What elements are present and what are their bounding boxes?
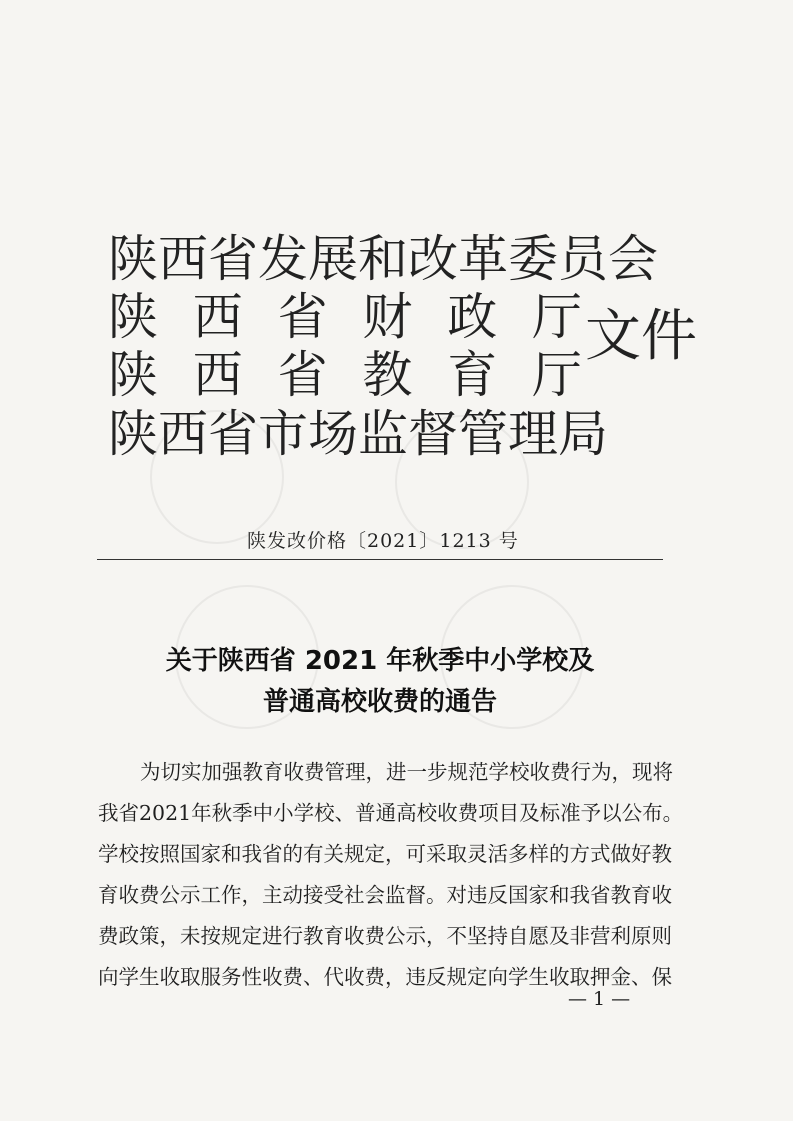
header-divider — [97, 559, 663, 560]
document-suffix: 文件 — [585, 304, 697, 369]
issuer-line-3: 陕 西 省 教 育 厅 — [108, 346, 582, 404]
body-line-2: 我 省 2021 年 秋 季 中 小 学 校 、 普 通 高 校 收 费 项 目 及 标 准 予 以 公 布 。 — [98, 801, 684, 825]
issuer-line-2: 陕 西 省 财 政 厅 — [108, 288, 582, 346]
page-number: — 1 — — [568, 988, 631, 1010]
body-line-6: 向 学 生 收 取 服 务 性 收 费 、 代 收 费 ， 违 反 规 定 向 学 生 收 取 押 金 、 保 — [98, 965, 672, 989]
body-line-3: 学 校 按 照 国 家 和 我 省 的 有 关 规 定 ， 可 采 取 灵 活 多 样 的 方 式 做 好 教 — [98, 842, 672, 866]
body-line-4: 育 收 费 公 示 工 作 ， 主 动 接 受 社 会 监 督 。 对 违 反 国 家 和 我 省 教 育 收 — [98, 883, 672, 907]
issuer-line-1: 陕 西 省 发 展 和 改 革 委 员 会 — [108, 230, 658, 288]
body-line-1: 为 切 实 加 强 教 育 收 费 管 理 ， 进 一 步 规 范 学 校 收 费 行 为 ， 现 将 — [140, 760, 673, 784]
document-title-line-1: 关于陕西省 2021 年秋季中小学校及 — [165, 646, 595, 676]
document-title-line-2: 普通高校收费的通告 — [262, 687, 497, 717]
issuer-line-4: 陕 西 省 市 场 监 督 管 理 局 — [108, 405, 608, 463]
body-line-5: 费 政 策 ， 未 按 规 定 进 行 教 育 收 费 公 示 ， 不 坚 持 自 愿 及 非 营 利 原 则 — [98, 924, 672, 948]
document-number: 陕发改价格〔2021〕1213 号 — [247, 530, 519, 552]
